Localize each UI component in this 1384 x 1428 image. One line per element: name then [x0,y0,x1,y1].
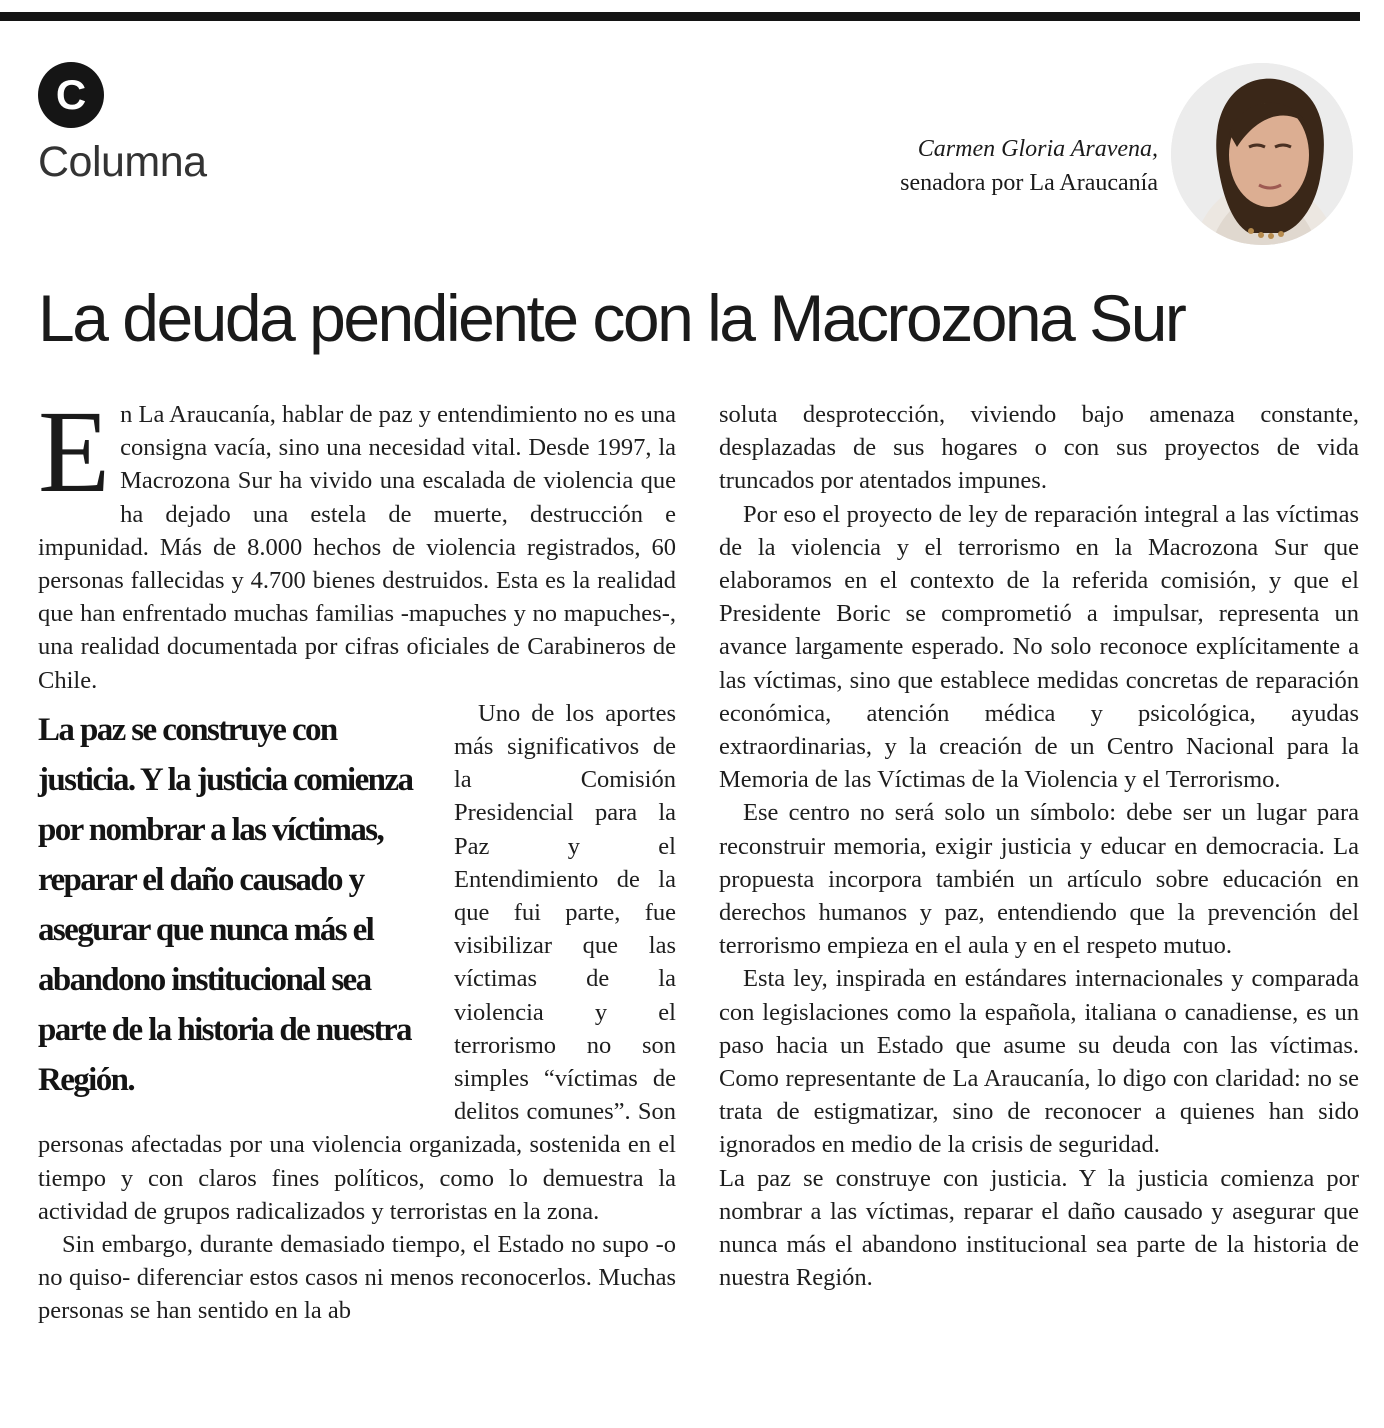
lead-text: n La Araucanía, hablar de paz y entendimiento no es una consigna vacía, sino una necesidad vital. Desde 1997, la Macrozona Sur ha vivido una escalada de violencia que ha dejado una estela de muerte, destrucción e impunidad. Más de 8.000 hechos de violencia registrados, 60 personas fallecidas y 4.700 bienes destruidos. Esta es la realidad que han enfrentado muchas familias -mapuches y no mapuches-, una realidad documentada por cifras oficiales de Carabineros de Chile. [38,401,676,694]
article-column-right [719,398,1359,1408]
author-role: senadora por La Araucanía [900,170,1158,196]
body-paragraph: Uno de los aportes más significativos de la Comisión Presidencial para la Paz y el Entendimiento de la que fui parte, fue visibilizar que las víctimas de la violencia y el terrorismo no son simples “víctimas de delitos comunes”. Son personas afectadas por una violencia organizada, sostenida en el tiempo y con claros fines políticos, como lo demuestra la actividad de grupos radicalizados y terroristas en la zona. [38,699,676,1225]
lead-paragraph [38,386,676,697]
body-paragraph: soluta desprotección, viviendo bajo amenaza constante, desplazadas de sus hogares o con sus proyectos de vida truncados por atentados impunes. [719,401,1359,495]
top-rule [0,12,1360,21]
section-badge: C [38,62,104,128]
author-name: Carmen Gloria Aravena, [917,136,1158,162]
author-portrait [1171,63,1353,245]
article-headline: La deuda pendiente con la Macrozona Sur [38,281,1185,355]
section-label: Columna [38,138,207,186]
body-paragraph: Sin embargo, durante demasiado tiempo, el Estado no supo -o no quiso- diferenciar estos casos ni menos reconocerlos. Muchas personas se han sentido en la ab [38,1231,676,1325]
article-column-left [38,386,676,1408]
closing-paragraph: La paz se construye con justicia. Y la justicia comienza por nombrar a las víctimas, reparar el daño causado y asegurar que nunca más el abandono institucional sea parte de la historia de nuestra Región. [719,1164,1359,1292]
pull-quote: La paz se construye con justicia. Y la justicia comienza por nombrar a las víctimas, reparar el daño causado y asegurar que nunca más el abandono institucional sea parte de la historia de nuestra Región. [38,711,413,1098]
body-paragraph: Ese centro no será solo un símbolo: debe ser un lugar para reconstruir memoria, exigir justicia y educar en democracia. La propuesta incorpora también un artículo sobre educación en derechos humanos y paz, entendiendo que la prevención del terrorismo empieza en el aula y en el respeto mutuo. [719,799,1359,960]
body-paragraph: Por eso el proyecto de ley de reparación integral a las víctimas de la violencia y el terrorismo en la Macrozona Sur que elaboramos en el contexto de la referida comisión, y que el Presidente Boric se comprometió a impulsar, representa un avance largamente esperado. No solo reconoce explícitamente a las víctimas, sino que establece medidas concretas de reparación económica, atención médica y psicológica, ayudas extraordinarias, y la creación de un Centro Nacional para la Memoria de las Víctimas de la Violencia y el Terrorismo. [719,500,1359,794]
body-paragraph: Esta ley, inspirada en estándares internacionales y comparada con legislaciones como la española, italiana o canadiense, es un paso hacia un Estado que asume su deuda con las víctimas. Como representante de La Araucanía, lo digo con claridad: no se trata de estigmatizar, sino de reconocer a quienes han sido ignorados en medio de la crisis de seguridad. [719,965,1359,1159]
drop-cap: E [38,386,111,517]
